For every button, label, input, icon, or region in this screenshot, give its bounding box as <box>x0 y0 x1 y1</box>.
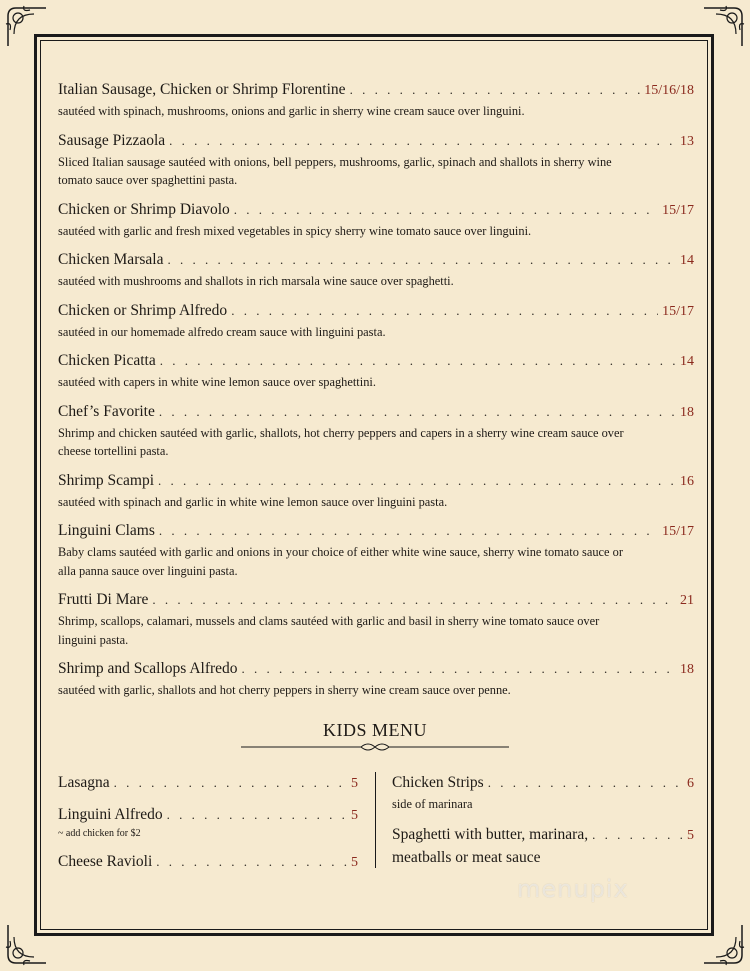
item-name: Sausage Pizzaola <box>58 131 166 149</box>
item-price: 15/16/18 <box>644 83 694 98</box>
item-description: sautéed with garlic, shallots and hot cherry peppers in sherry wine cream sauce over penne. <box>58 683 511 697</box>
menu-item <box>58 131 694 190</box>
item-description: sautéed with garlic and fresh mixed vegetables in spicy sherry wine tomato sauce over linguini. <box>58 223 532 238</box>
item-price: 14 <box>680 354 694 369</box>
leader-dots <box>231 301 658 321</box>
item-description: Shrimp and chicken sautéed with garlic, shallots, hot cherry peppers and capers in a sherry wine cream sauce over cheese tortellini pasta. <box>58 425 624 458</box>
menu-item <box>58 301 694 342</box>
menu-item <box>58 200 694 241</box>
kids-item <box>392 773 694 813</box>
item-price: 5 <box>351 808 358 823</box>
item-price: 13 <box>680 133 694 149</box>
leader-dots <box>159 402 676 422</box>
item-name: Shrimp and Scallops Alfredo <box>58 660 238 677</box>
menu-item <box>58 659 694 700</box>
pasta-menu-list <box>58 80 694 710</box>
menu-item <box>58 590 694 649</box>
item-description: Baby clams sautéed with garlic and onions in your choice of either white wine sauce, sherry wine tomato sauce or alla panna sauce over linguini pasta. <box>58 545 623 578</box>
watermark: menupix <box>517 875 629 903</box>
item-name: Linguini Clams <box>58 522 155 539</box>
item-name: Italian Sausage, Chicken or Shrimp Florentine <box>58 81 346 98</box>
item-description: sautéed with spinach, mushrooms, onions and garlic in sherry wine cream sauce over linguini. <box>58 104 525 118</box>
corner-ornament-icon <box>700 4 746 50</box>
menu-item <box>58 402 694 461</box>
divider-flourish-icon <box>241 740 509 754</box>
menu-item <box>58 351 694 392</box>
item-price: 5 <box>351 776 358 791</box>
item-note: side of marinara <box>392 797 473 811</box>
item-name: Chicken Marsala <box>58 251 164 268</box>
menu-item <box>58 471 694 512</box>
kids-menu-right-column <box>392 773 694 880</box>
kids-item <box>58 852 358 873</box>
leader-dots <box>488 773 683 793</box>
corner-ornament-icon <box>4 4 50 50</box>
item-price: 21 <box>680 593 694 608</box>
item-note: ~ add chicken for $2 <box>58 828 141 839</box>
kids-item <box>392 824 694 869</box>
leader-dots <box>159 521 658 541</box>
menu-item <box>58 80 694 121</box>
item-price: 18 <box>680 662 694 677</box>
item-price: 16 <box>680 473 694 489</box>
item-name: Chef’s Favorite <box>58 402 155 420</box>
item-name: Chicken Picatta <box>58 352 156 369</box>
item-name: Linguini Alfredo <box>58 806 163 823</box>
leader-dots <box>242 659 676 679</box>
leader-dots <box>152 590 676 610</box>
leader-dots <box>167 805 347 825</box>
kids-item <box>58 773 358 794</box>
kids-item <box>58 805 358 841</box>
item-description: Sliced Italian sausage sautéed with onions, bell peppers, mushrooms, garlic, spinach and shallots in sherry wine tomato sauce over spaghettini pasta. <box>58 154 612 187</box>
item-name: Lasagna <box>58 774 110 791</box>
item-description: sautéed with mushrooms and shallots in rich marsala wine sauce over spaghetti. <box>58 274 454 288</box>
menu-item <box>58 521 694 580</box>
item-price: 18 <box>680 404 694 420</box>
item-name-continued: meatballs or meat sauce <box>392 849 541 866</box>
item-description: sautéed with capers in white wine lemon sauce over spaghettini. <box>58 375 376 389</box>
kids-menu-title: KIDS MENU <box>322 720 427 740</box>
item-description: sautéed with spinach and garlic in white wine lemon sauce over linguini pasta. <box>58 494 448 509</box>
leader-dots <box>160 351 676 371</box>
item-description: Shrimp, scallops, calamari, mussels and clams sautéed with garlic and basil in sherry wine tomato sauce over linguini pasta. <box>58 614 600 647</box>
leader-dots <box>169 131 676 151</box>
leader-dots <box>156 852 347 872</box>
corner-ornament-icon <box>700 921 746 967</box>
kids-menu-left-column <box>58 773 358 884</box>
item-name: Cheese Ravioli <box>58 853 153 870</box>
leader-dots <box>167 250 676 270</box>
item-price: 15/17 <box>662 303 694 319</box>
item-price: 5 <box>351 855 358 870</box>
item-price: 14 <box>680 253 694 268</box>
leader-dots <box>114 773 347 793</box>
item-price: 15/17 <box>662 202 694 218</box>
leader-dots <box>592 824 683 846</box>
item-name: Frutti Di Mare <box>58 591 149 608</box>
item-name: Spaghetti with butter, marinara, <box>392 826 589 843</box>
leader-dots <box>234 200 658 220</box>
item-price: 15/17 <box>662 524 694 539</box>
item-name: Chicken or Shrimp Alfredo <box>58 301 228 319</box>
column-divider <box>375 772 376 868</box>
menu-item <box>58 250 694 291</box>
item-price: 5 <box>687 828 694 843</box>
corner-ornament-icon <box>4 921 50 967</box>
leader-dots <box>350 80 641 100</box>
item-name: Chicken Strips <box>392 774 484 791</box>
leader-dots <box>158 471 676 491</box>
item-description: sautéed in our homemade alfredo cream sauce with linguini pasta. <box>58 324 386 339</box>
item-name: Shrimp Scampi <box>58 471 155 489</box>
item-price: 6 <box>687 776 694 791</box>
item-name: Chicken or Shrimp Diavolo <box>58 200 230 218</box>
